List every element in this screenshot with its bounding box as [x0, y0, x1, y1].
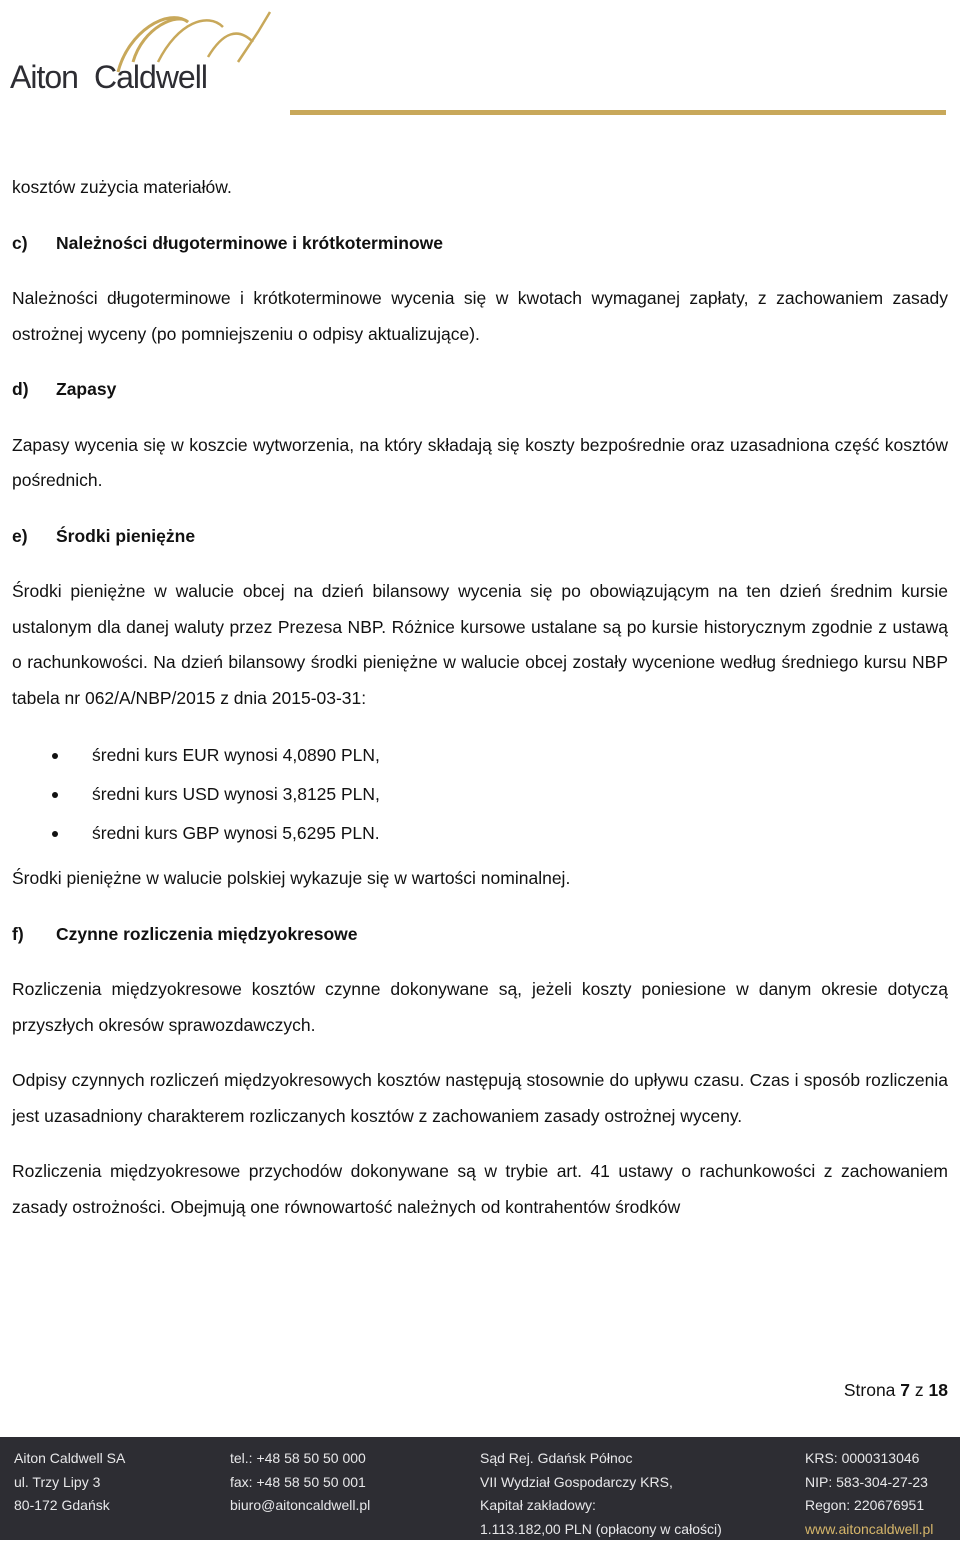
page-number-current: 7	[900, 1380, 910, 1400]
paragraph: Zapasy wycenia się w koszcie wytworzenia, na który składają się koszty bezpośrednie oraz uzasadniona część kosztów pośrednich.	[12, 428, 948, 499]
footer-line: Aiton Caldwell SA	[14, 1447, 125, 1471]
footer-line: Sąd Rej. Gdańsk Północ	[480, 1447, 722, 1471]
list-item-text: średni kurs EUR wynosi 4,0890 PLN,	[92, 736, 380, 775]
list-item-text: średni kurs GBP wynosi 5,6295 PLN.	[92, 814, 380, 853]
footer-registry-info	[480, 1447, 722, 1541]
section-title: Czynne rozliczenia międzyokresowe	[56, 917, 358, 953]
paragraph: Rozliczenia międzyokresowe kosztów czynne dokonywane są, jeżeli koszty poniesione w danym okresie dotyczą przyszłych okresów sprawozdawczych.	[12, 972, 948, 1043]
paragraph: Środki pieniężne w walucie polskiej wykazuje się w wartości nominalnej.	[12, 861, 948, 897]
bullet-icon	[52, 792, 58, 798]
bullet-icon	[52, 831, 58, 837]
aitoncaldwell-logo-icon	[8, 2, 288, 102]
section-heading-d	[12, 372, 948, 408]
bullet-icon	[52, 753, 58, 759]
intro-text: kosztów zużycia materiałów.	[12, 170, 948, 206]
footer-email-link[interactable]: biuro@aitoncaldwell.pl	[230, 1494, 370, 1518]
paragraph: Odpisy czynnych rozliczeń międzyokresowych kosztów następują stosownie do upływu czasu. Czas i sposób rozliczenia jest uzasadniony charakterem rozliczanych kosztów z zachowaniem zasady ostrożnej wyceny.	[12, 1063, 948, 1134]
footer-line: ul. Trzy Lipy 3	[14, 1471, 125, 1495]
section-heading-f	[12, 917, 948, 953]
exchange-rate-list	[12, 736, 948, 853]
section-title: Środki pieniężne	[56, 519, 195, 555]
page-footer	[0, 1437, 960, 1540]
header-accent-line	[290, 110, 946, 115]
page-number	[844, 1380, 948, 1401]
section-letter: e)	[12, 519, 56, 555]
footer-line: VII Wydział Gospodarczy KRS,	[480, 1471, 722, 1495]
document-body	[12, 170, 948, 1225]
section-letter: c)	[12, 226, 56, 262]
footer-line: tel.: +48 58 50 50 000	[230, 1447, 370, 1471]
list-item	[12, 775, 948, 814]
paragraph: Należności długoterminowe i krótkoterminowe wycenia się w kwotach wymaganej zapłaty, z zachowaniem zasady ostrożnej wyceny (po pomniejszeniu o odpisy aktualizujące).	[12, 281, 948, 352]
company-logo	[8, 2, 288, 102]
list-item	[12, 814, 948, 853]
footer-identifiers	[805, 1447, 933, 1541]
list-item-text: średni kurs USD wynosi 3,8125 PLN,	[92, 775, 380, 814]
footer-line: 80-172 Gdańsk	[14, 1494, 125, 1518]
svg-text:Aiton: Aiton	[10, 59, 78, 95]
list-item	[12, 736, 948, 775]
footer-contact-info	[230, 1447, 370, 1518]
section-heading-c	[12, 226, 948, 262]
page-number-separator: z	[915, 1380, 924, 1400]
footer-line: Regon: 220676951	[805, 1494, 933, 1518]
paragraph: Środki pieniężne w walucie obcej na dzień bilansowy wycenia się po obowiązującym na ten dzień średnim kursie ustalonym dla danej waluty przez Prezesa NBP. Różnice kursowe ustalane są po kursie historycznym zgodnie z ustawą o rachunkowości. Na dzień bilansowy środki pieniężne w walucie obcej zostały wycenione według średniego kursu NBP tabela nr 062/A/NBP/2015 z dnia 2015-03-31:	[12, 574, 948, 716]
section-title: Zapasy	[56, 372, 116, 408]
section-letter: f)	[12, 917, 56, 953]
footer-company-info	[14, 1447, 125, 1518]
paragraph: Rozliczenia międzyokresowe przychodów dokonywane są w trybie art. 41 ustawy o rachunkowości z zachowaniem zasady ostrożności. Obejmują one równowartość należnych od kontrahentów środków	[12, 1154, 948, 1225]
section-letter: d)	[12, 372, 56, 408]
footer-line: 1.113.182,00 PLN (opłacony w całości)	[480, 1518, 722, 1541]
page-number-total: 18	[929, 1380, 948, 1400]
footer-line: Kapitał zakładowy:	[480, 1494, 722, 1518]
page-number-prefix: Strona	[844, 1380, 896, 1400]
footer-line: fax: +48 58 50 50 001	[230, 1471, 370, 1495]
footer-line: NIP: 583-304-27-23	[805, 1471, 933, 1495]
footer-website-link[interactable]: www.aitoncaldwell.pl	[805, 1518, 933, 1541]
section-heading-e	[12, 519, 948, 555]
footer-line: KRS: 0000313046	[805, 1447, 933, 1471]
section-title: Należności długoterminowe i krótkoterminowe	[56, 226, 443, 262]
svg-text:Caldwell: Caldwell	[94, 59, 207, 95]
